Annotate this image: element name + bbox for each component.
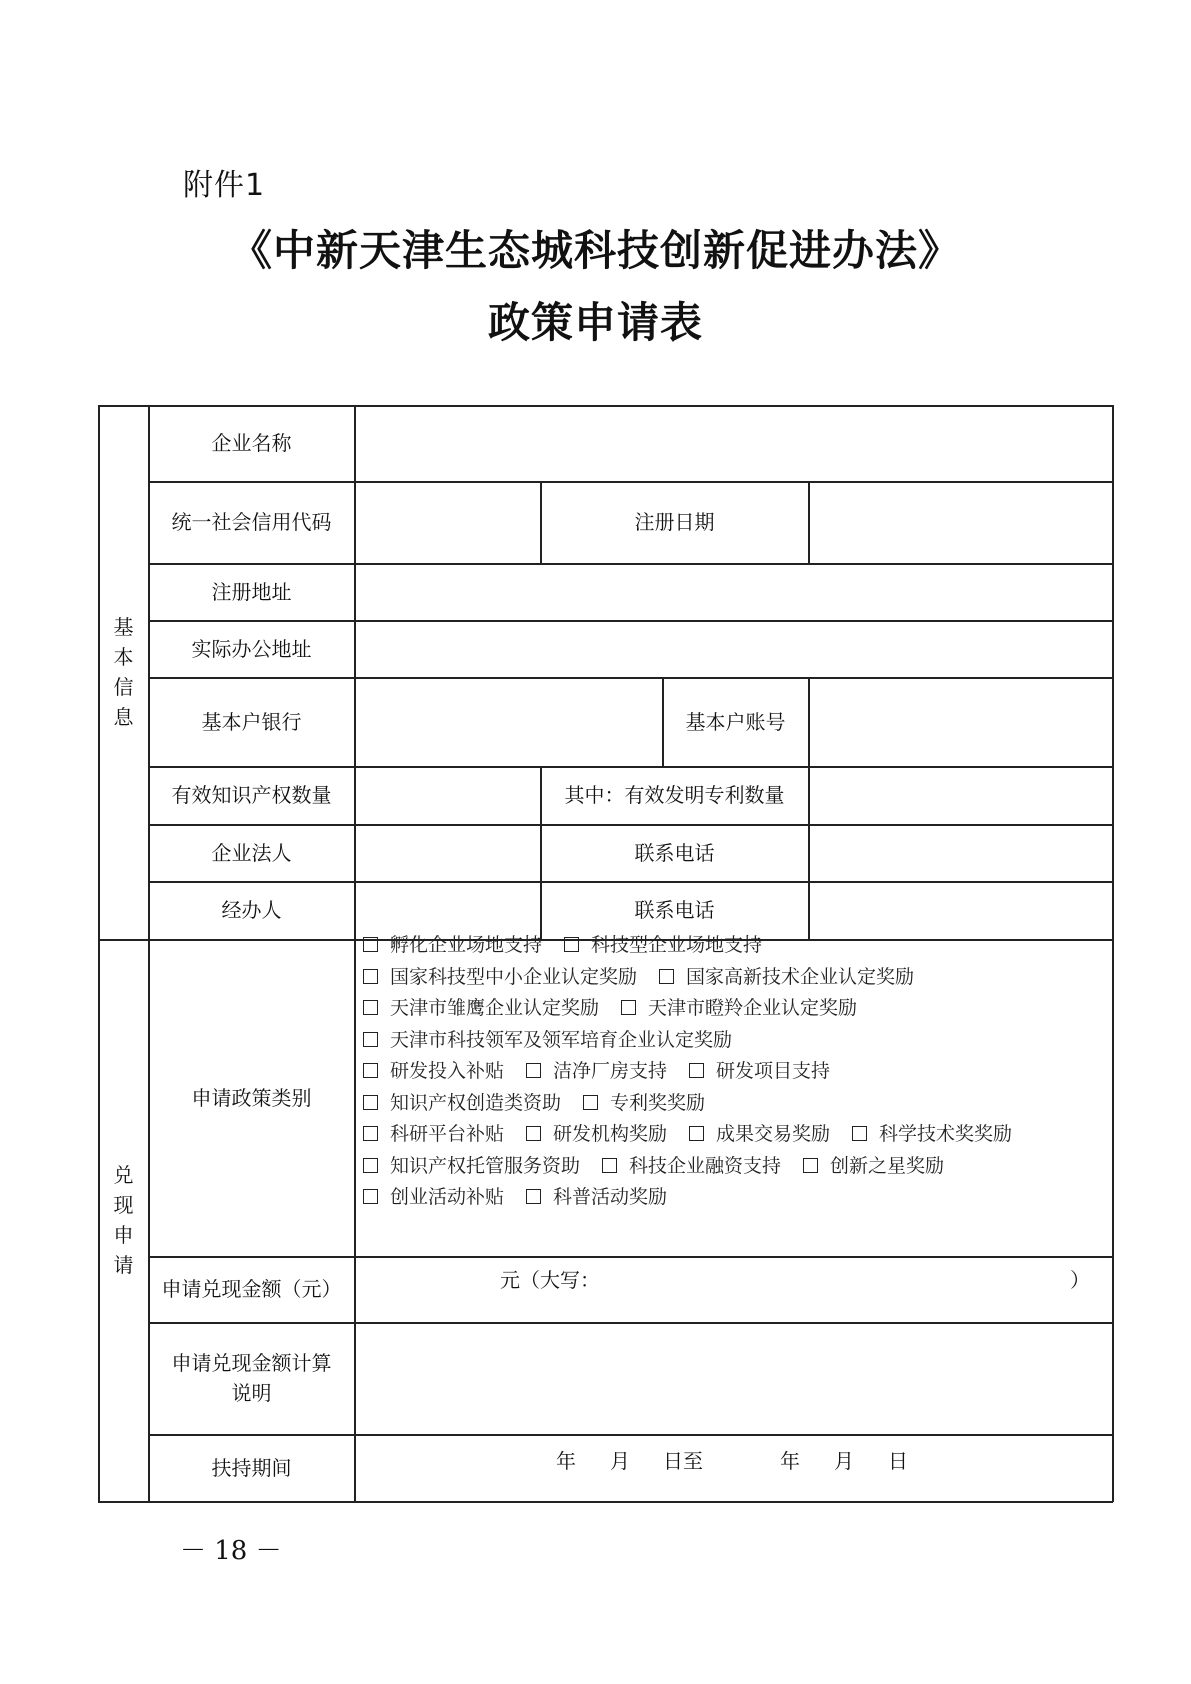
label-ip-count: 有效知识产权数量	[171, 783, 332, 807]
checkbox-icon[interactable]	[363, 1189, 378, 1204]
document-title: 《中新天津生态城科技创新促进办法》	[229, 226, 961, 275]
period-day-to: 日至	[663, 1449, 703, 1473]
policy-option-label: 研发项目支持	[716, 1060, 831, 1082]
policy-option-label: 创新之星奖励	[830, 1154, 945, 1177]
policy-option-label: 天津市雏鹰企业认定奖励	[390, 997, 600, 1019]
policy-option-row	[363, 1056, 1103, 1088]
policy-option-row	[363, 1119, 1103, 1151]
label-contact-phone-2: 联系电话	[634, 898, 715, 922]
checkbox-icon[interactable]	[526, 1063, 541, 1078]
policy-option[interactable]	[564, 934, 762, 956]
section-basic-info: 基 本 信 息	[113, 615, 134, 729]
label-policy-category: 申请政策类别	[191, 1085, 312, 1110]
policy-option-label: 科技企业融资支持	[629, 1154, 782, 1177]
section-redeem-apply: 兑 现 申 请	[113, 1163, 134, 1277]
period-month-2: 月	[834, 1449, 854, 1473]
policy-option[interactable]	[363, 1123, 504, 1145]
amount-yuan-text: 元（大写：	[500, 1268, 600, 1292]
label-reg-address: 注册地址	[211, 579, 292, 604]
policy-option[interactable]	[852, 1123, 1012, 1145]
checkbox-icon[interactable]	[363, 1063, 378, 1078]
amount-close-paren: ）	[1070, 1268, 1090, 1292]
label-credit-code: 统一社会信用代码	[171, 510, 332, 534]
input-ip-count[interactable]	[355, 766, 540, 824]
policy-option[interactable]	[583, 1092, 705, 1114]
input-credit-code[interactable]	[355, 481, 540, 563]
period-year-2: 年	[780, 1449, 800, 1473]
policy-option-label: 国家科技型中小企业认定奖励	[390, 965, 638, 988]
policy-option[interactable]	[689, 1060, 830, 1082]
checkbox-icon[interactable]	[659, 969, 674, 984]
label-patent-count: 其中：有效发明专利数量	[564, 783, 785, 807]
policy-option-label: 专利奖奖励	[610, 1091, 706, 1114]
input-legal-person[interactable]	[355, 824, 540, 881]
label-support-period: 扶持期间	[211, 1455, 292, 1480]
input-reg-date[interactable]	[809, 481, 1112, 563]
input-amount-calc[interactable]	[355, 1322, 1112, 1434]
policy-option-label: 研发投入补贴	[390, 1060, 505, 1082]
checkbox-icon[interactable]	[363, 1032, 378, 1047]
checkbox-icon[interactable]	[564, 937, 579, 952]
policy-option-label: 洁净厂房支持	[553, 1060, 668, 1082]
checkbox-icon[interactable]	[689, 1063, 704, 1078]
document-subtitle: 政策申请表	[487, 298, 703, 347]
policy-option-row	[363, 993, 1103, 1025]
checkbox-icon[interactable]	[852, 1126, 867, 1141]
period-year-1: 年	[556, 1449, 576, 1473]
policy-option-label: 成果交易奖励	[716, 1123, 831, 1145]
checkbox-icon[interactable]	[363, 1000, 378, 1015]
input-contact-phone-1[interactable]	[809, 824, 1112, 881]
policy-option-label: 科研平台补贴	[390, 1123, 505, 1145]
label-office-address: 实际办公地址	[191, 636, 312, 661]
checkbox-icon[interactable]	[363, 1158, 378, 1173]
policy-option[interactable]	[363, 997, 599, 1019]
input-company-name[interactable]	[355, 405, 1112, 481]
policy-option-label: 知识产权托管服务资助	[390, 1154, 581, 1177]
period-day-2: 日	[888, 1449, 908, 1473]
policy-option[interactable]	[602, 1155, 781, 1177]
checkbox-icon[interactable]	[621, 1000, 636, 1015]
policy-option-label: 创业活动补贴	[390, 1186, 505, 1208]
input-bank[interactable]	[355, 677, 662, 766]
checkbox-icon[interactable]	[363, 1126, 378, 1141]
label-contact-phone-1: 联系电话	[634, 840, 715, 865]
page-number: － 18 －	[180, 1536, 282, 1566]
policy-option-row	[363, 1182, 1103, 1214]
policy-option[interactable]	[363, 1186, 504, 1208]
label-bank: 基本户银行	[201, 709, 302, 734]
checkbox-icon[interactable]	[689, 1126, 704, 1141]
input-reg-address[interactable]	[355, 563, 1112, 620]
period-month-1: 月	[610, 1449, 630, 1473]
policy-option[interactable]	[363, 966, 637, 988]
label-handler: 经办人	[221, 898, 282, 922]
input-office-address[interactable]	[355, 620, 1112, 677]
label-amount: 申请兑现金额（元）	[161, 1277, 342, 1301]
policy-option-label: 天津市科技领军及领军培育企业认定奖励	[390, 1028, 733, 1051]
checkbox-icon[interactable]	[363, 1095, 378, 1110]
policy-option[interactable]	[363, 934, 542, 956]
policy-option-row	[363, 1151, 1103, 1183]
policy-option-row	[363, 1025, 1103, 1057]
checkbox-icon[interactable]	[526, 1189, 541, 1204]
checkbox-icon[interactable]	[526, 1126, 541, 1141]
policy-option[interactable]	[363, 1155, 580, 1177]
policy-option[interactable]	[363, 1029, 732, 1051]
policy-option[interactable]	[659, 966, 914, 988]
policy-option[interactable]	[526, 1060, 667, 1082]
label-reg-date: 注册日期	[634, 510, 715, 534]
checkbox-icon[interactable]	[803, 1158, 818, 1173]
policy-option[interactable]	[689, 1123, 830, 1145]
policy-option[interactable]	[363, 1092, 561, 1114]
policy-option-label: 科技型企业场地支持	[591, 934, 763, 956]
policy-option-label: 科学技术奖奖励	[879, 1123, 1013, 1145]
label-bank-account: 基本户账号	[685, 709, 786, 734]
policy-option-label: 天津市瞪羚企业认定奖励	[648, 997, 858, 1019]
policy-options	[363, 930, 1103, 1214]
policy-option[interactable]	[363, 1060, 504, 1082]
input-bank-account[interactable]	[809, 677, 1112, 766]
checkbox-icon[interactable]	[602, 1158, 617, 1173]
checkbox-icon[interactable]	[363, 969, 378, 984]
policy-option-label: 研发机构奖励	[553, 1123, 668, 1145]
policy-option[interactable]	[526, 1186, 667, 1208]
checkbox-icon[interactable]	[363, 937, 378, 952]
policy-option-label: 孵化企业场地支持	[390, 934, 543, 956]
policy-option-row	[363, 962, 1103, 994]
policy-option-label: 科普活动奖励	[553, 1186, 668, 1208]
attachment-label: 附件1	[183, 168, 266, 203]
input-patent-count[interactable]	[809, 766, 1112, 824]
policy-option-row	[363, 1088, 1103, 1120]
policy-option[interactable]	[526, 1123, 667, 1145]
policy-option[interactable]	[621, 997, 857, 1019]
policy-option[interactable]	[803, 1155, 944, 1177]
label-legal-person: 企业法人	[211, 840, 292, 865]
label-company-name: 企业名称	[211, 431, 292, 455]
policy-option-label: 国家高新技术企业认定奖励	[686, 965, 915, 988]
policy-option-row	[363, 930, 1103, 962]
policy-option-label: 知识产权创造类资助	[390, 1091, 562, 1114]
label-amount-calc: 申请兑现金额计算 说明	[171, 1351, 332, 1405]
checkbox-icon[interactable]	[583, 1095, 598, 1110]
